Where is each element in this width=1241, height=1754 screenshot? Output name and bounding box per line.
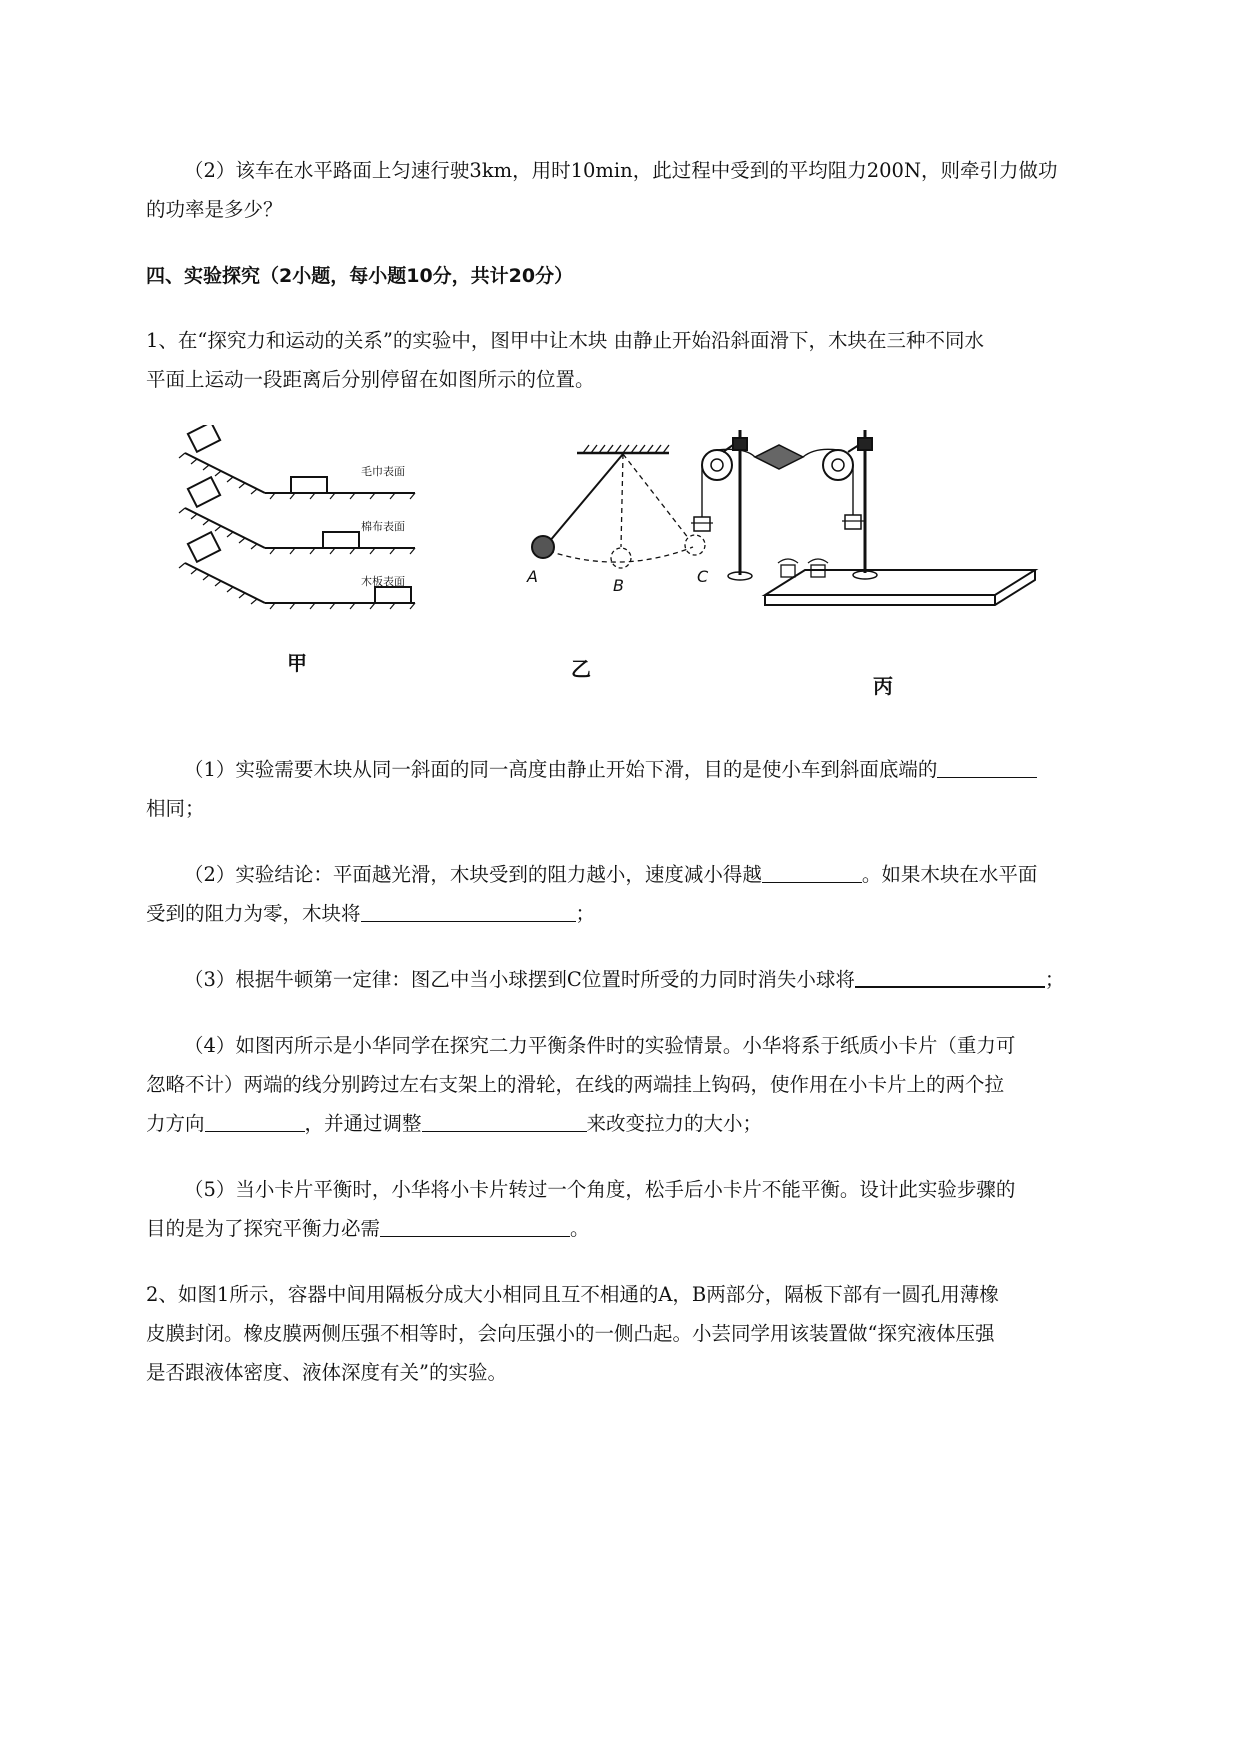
point-a-label: A (527, 567, 538, 586)
incline-wood (179, 532, 415, 609)
sub-question-1-text: （1）实验需要木块从同一斜面的同一高度由静止开始下滑，目的是使小车到斜面底端的 (184, 758, 938, 781)
problem-2-line-1: （2）该车在水平路面上匀速行驶3km，用时10min，此过程中受到的平均阻力200N，则牵引力做功 (184, 159, 1058, 182)
answer-blank-6[interactable] (422, 1111, 587, 1132)
question-2-line-1: 2、如图1所示，容器中间用隔板分成大小相同且互不相通的A，B两部分，隔板下部有一圆孔用薄橡 (146, 1283, 999, 1306)
sub-question-3-text: （3）根据牛顿第一定律：图乙中当小球摆到C位置时所受的力同时消失小球将 (184, 968, 855, 991)
pendulum (532, 445, 705, 568)
answer-blank-1[interactable] (937, 757, 1037, 778)
sub-question-2-semicolon: ； (575, 902, 596, 925)
sub-question-4-line-3 (146, 1110, 1146, 1138)
section-4-heading: 四、实验探究（2小题，每小题10分，共计20分） (146, 265, 574, 287)
balance-apparatus (691, 430, 1035, 605)
sub-question-5-line-1: （5）当小卡片平衡时，小华将小卡片转过一个角度，松手后小卡片不能平衡。设计此实验步骤的 (184, 1178, 1016, 1201)
sub-question-4-text-b: ，并通过调整 (304, 1112, 422, 1135)
answer-blank-2[interactable] (762, 862, 862, 883)
point-b-label: B (613, 576, 624, 595)
sub-question-1-line-1 (184, 756, 1184, 784)
question-2-line-2: 皮膜封闭。橡皮膜两侧压强不相等时，会向压强小的一侧凸起。小芸同学用该装置做“探究液体压强 (146, 1322, 995, 1345)
surface-label-towel: 毛巾表面 (361, 465, 405, 478)
figure-label-jia: 甲 (287, 651, 307, 675)
sub-question-2-text-2: 受到的阻力为零，木块将 (146, 902, 361, 925)
question-1-line-1: 1、在“探究力和运动的关系”的实验中，图甲中让木块 由静止开始沿斜面滑下，木块在三种不同水 (146, 329, 985, 352)
sub-question-3-semicolon: ； (1044, 968, 1065, 991)
answer-blank-7[interactable] (380, 1216, 570, 1237)
incline-towel (179, 425, 415, 499)
sub-question-5-line-2 (146, 1215, 1146, 1243)
sub-question-4-line-1: （4）如图丙所示是小华同学在探究二力平衡条件时的实验情景。小华将系于纸质小卡片（重力可 (184, 1034, 1016, 1057)
incline-cotton (179, 477, 415, 554)
sub-question-2-line-2 (146, 900, 1146, 928)
point-c-label: C (697, 567, 709, 586)
sub-question-1-line-2: 相同； (146, 797, 205, 820)
sub-question-5-period: 。 (570, 1217, 590, 1240)
problem-2-line-2: 的功率是多少？ (146, 198, 283, 221)
surface-label-wood: 木板表面 (361, 575, 405, 588)
figure-label-yi: 乙 (571, 657, 591, 681)
sub-question-2-text: （2）实验结论：平面越光滑，木块受到的阻力越小，速度减小得越 (184, 863, 762, 886)
experiment-figure (175, 425, 1055, 715)
question-2-line-3: 是否跟液体密度、液体深度有关”的实验。 (146, 1361, 507, 1384)
sub-question-3-line (184, 966, 1184, 994)
surface-label-cotton: 棉布表面 (361, 520, 405, 533)
sub-question-4-text-c: 来改变拉力的大小； (586, 1112, 763, 1135)
sub-question-4-text-a: 力方向 (146, 1112, 205, 1135)
sub-question-2-line-1 (184, 861, 1184, 889)
answer-blank-4[interactable] (855, 966, 1045, 988)
figure-label-bing: 丙 (873, 674, 893, 698)
sub-question-2-text-cont: 。如果木块在水平面 (861, 863, 1038, 886)
sub-question-4-line-2: 忽略不计）两端的线分别跨过左右支架上的滑轮，在线的两端挂上钩码，使作用在小卡片上的两个拉 (146, 1073, 1005, 1096)
question-1-line-2: 平面上运动一段距离后分别停留在如图所示的位置。 (146, 368, 595, 391)
answer-blank-5[interactable] (205, 1111, 305, 1132)
answer-blank-3[interactable] (361, 901, 576, 922)
sub-question-5-text: 目的是为了探究平衡力必需 (146, 1217, 381, 1240)
